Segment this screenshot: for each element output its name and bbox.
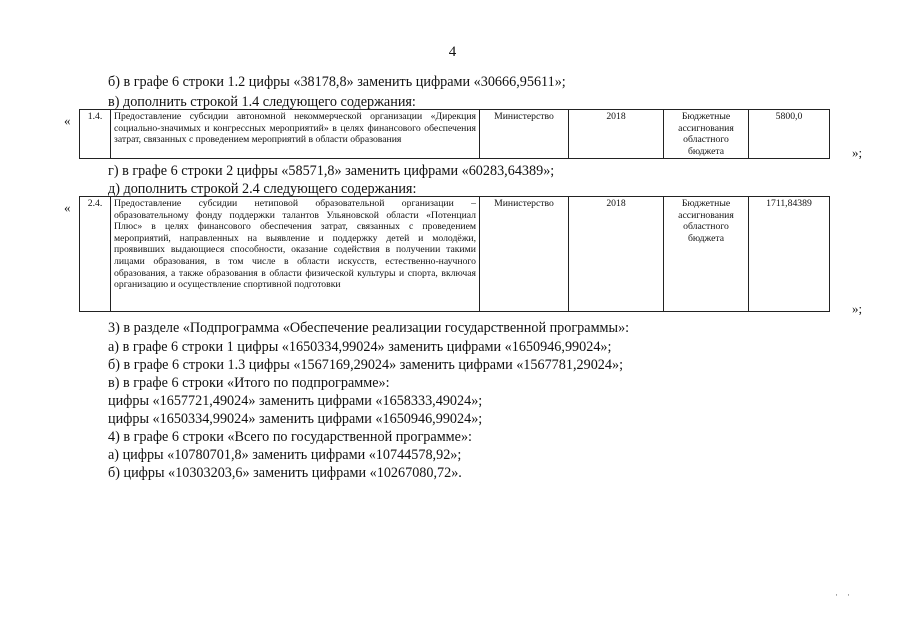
amendment-line-12: а) цифры «10780701,8» заменить цифрами «10744578,92»; <box>108 447 462 463</box>
amendment-line-11: 4) в графе 6 строки «Всего по государственной программе»: <box>108 429 472 445</box>
amendment-line-5: 3) в разделе «Подпрограмма «Обеспечение реализации государственной программы»: <box>108 320 630 336</box>
amendment-line-10: цифры «1650334,99024» заменить цифрами «1650946,99024»; <box>108 411 483 427</box>
close-quote-row-2-4: »; <box>852 301 863 316</box>
amount-cell: 1711,84389 <box>749 197 830 312</box>
amendment-line-3: г) в графе 6 строки 2 цифры «58571,8» заменить цифрами «60283,64389»; <box>108 163 555 179</box>
page-number: 4 <box>448 44 457 60</box>
amendment-line-7: б) в графе 6 строки 1.3 цифры «1567169,29024» заменить цифрами «1567781,29024»; <box>108 357 624 373</box>
close-quote-row-1-4: »; <box>852 145 863 160</box>
amendment-line-8: в) в графе 6 строки «Итого по подпрограмме»: <box>108 375 390 391</box>
amendment-line-9: цифры «1657721,49024» заменить цифрами «1658333,49024»; <box>108 393 483 409</box>
amendment-line-2: в) дополнить строкой 1.4 следующего содержания: <box>108 94 416 110</box>
scan-specks: · · <box>835 590 850 600</box>
amendment-line-1: б) в графе 6 строки 1.2 цифры «38178,8» заменить цифрами «30666,95611»; <box>108 74 566 90</box>
year-cell: 2018 <box>569 197 664 312</box>
description-cell: Предоставление субсидии автономной некоммерческой организации «Дирекция социально-значимых и конгрессных мероприятий» в целях финансового обеспечения затрат, связанных с проведением мероприятий в области образования <box>111 110 480 159</box>
description-cell: Предоставление субсидии нетиповой образовательной организации – образовательному фонду поддержки талантов Ульяновской области «Потенциал Плюс» в целях финансового обеспечения затрат, связанных с проведением мероприятий, направленных на выявление и поддержку детей и молодёжи, проявивших выдающиеся способности, оказание содействия в получении такими лицами образования, в том числе в области искусств, естественно-научного образования, а также образования в области физической культуры и спорта, включая организацию и осуществление спортивной подготовки <box>111 197 480 312</box>
year-cell: 2018 <box>569 110 664 159</box>
inserted-row-2-4-table <box>79 196 830 312</box>
amendment-line-6: а) в графе 6 строки 1 цифры «1650334,99024» заменить цифрами «1650946,99024»; <box>108 339 612 355</box>
amendment-line-4: д) дополнить строкой 2.4 следующего содержания: <box>108 181 417 197</box>
open-quote-row-2-4: « <box>64 200 71 215</box>
funding-source-cell: Бюджетные ассигнования областного бюджета <box>664 110 749 159</box>
ministry-cell: Министерство <box>480 197 569 312</box>
table-row <box>80 110 830 159</box>
row-number-cell: 2.4. <box>80 197 111 312</box>
table-row <box>80 197 830 312</box>
amount-cell: 5800,0 <box>749 110 830 159</box>
inserted-row-1-4-table <box>79 109 830 159</box>
funding-source-cell: Бюджетные ассигнования областного бюджета <box>664 197 749 312</box>
ministry-cell: Министерство <box>480 110 569 159</box>
amendment-line-13: б) цифры «10303203,6» заменить цифрами «10267080,72». <box>108 465 462 481</box>
row-number-cell: 1.4. <box>80 110 111 159</box>
open-quote-row-1-4: « <box>64 113 71 128</box>
